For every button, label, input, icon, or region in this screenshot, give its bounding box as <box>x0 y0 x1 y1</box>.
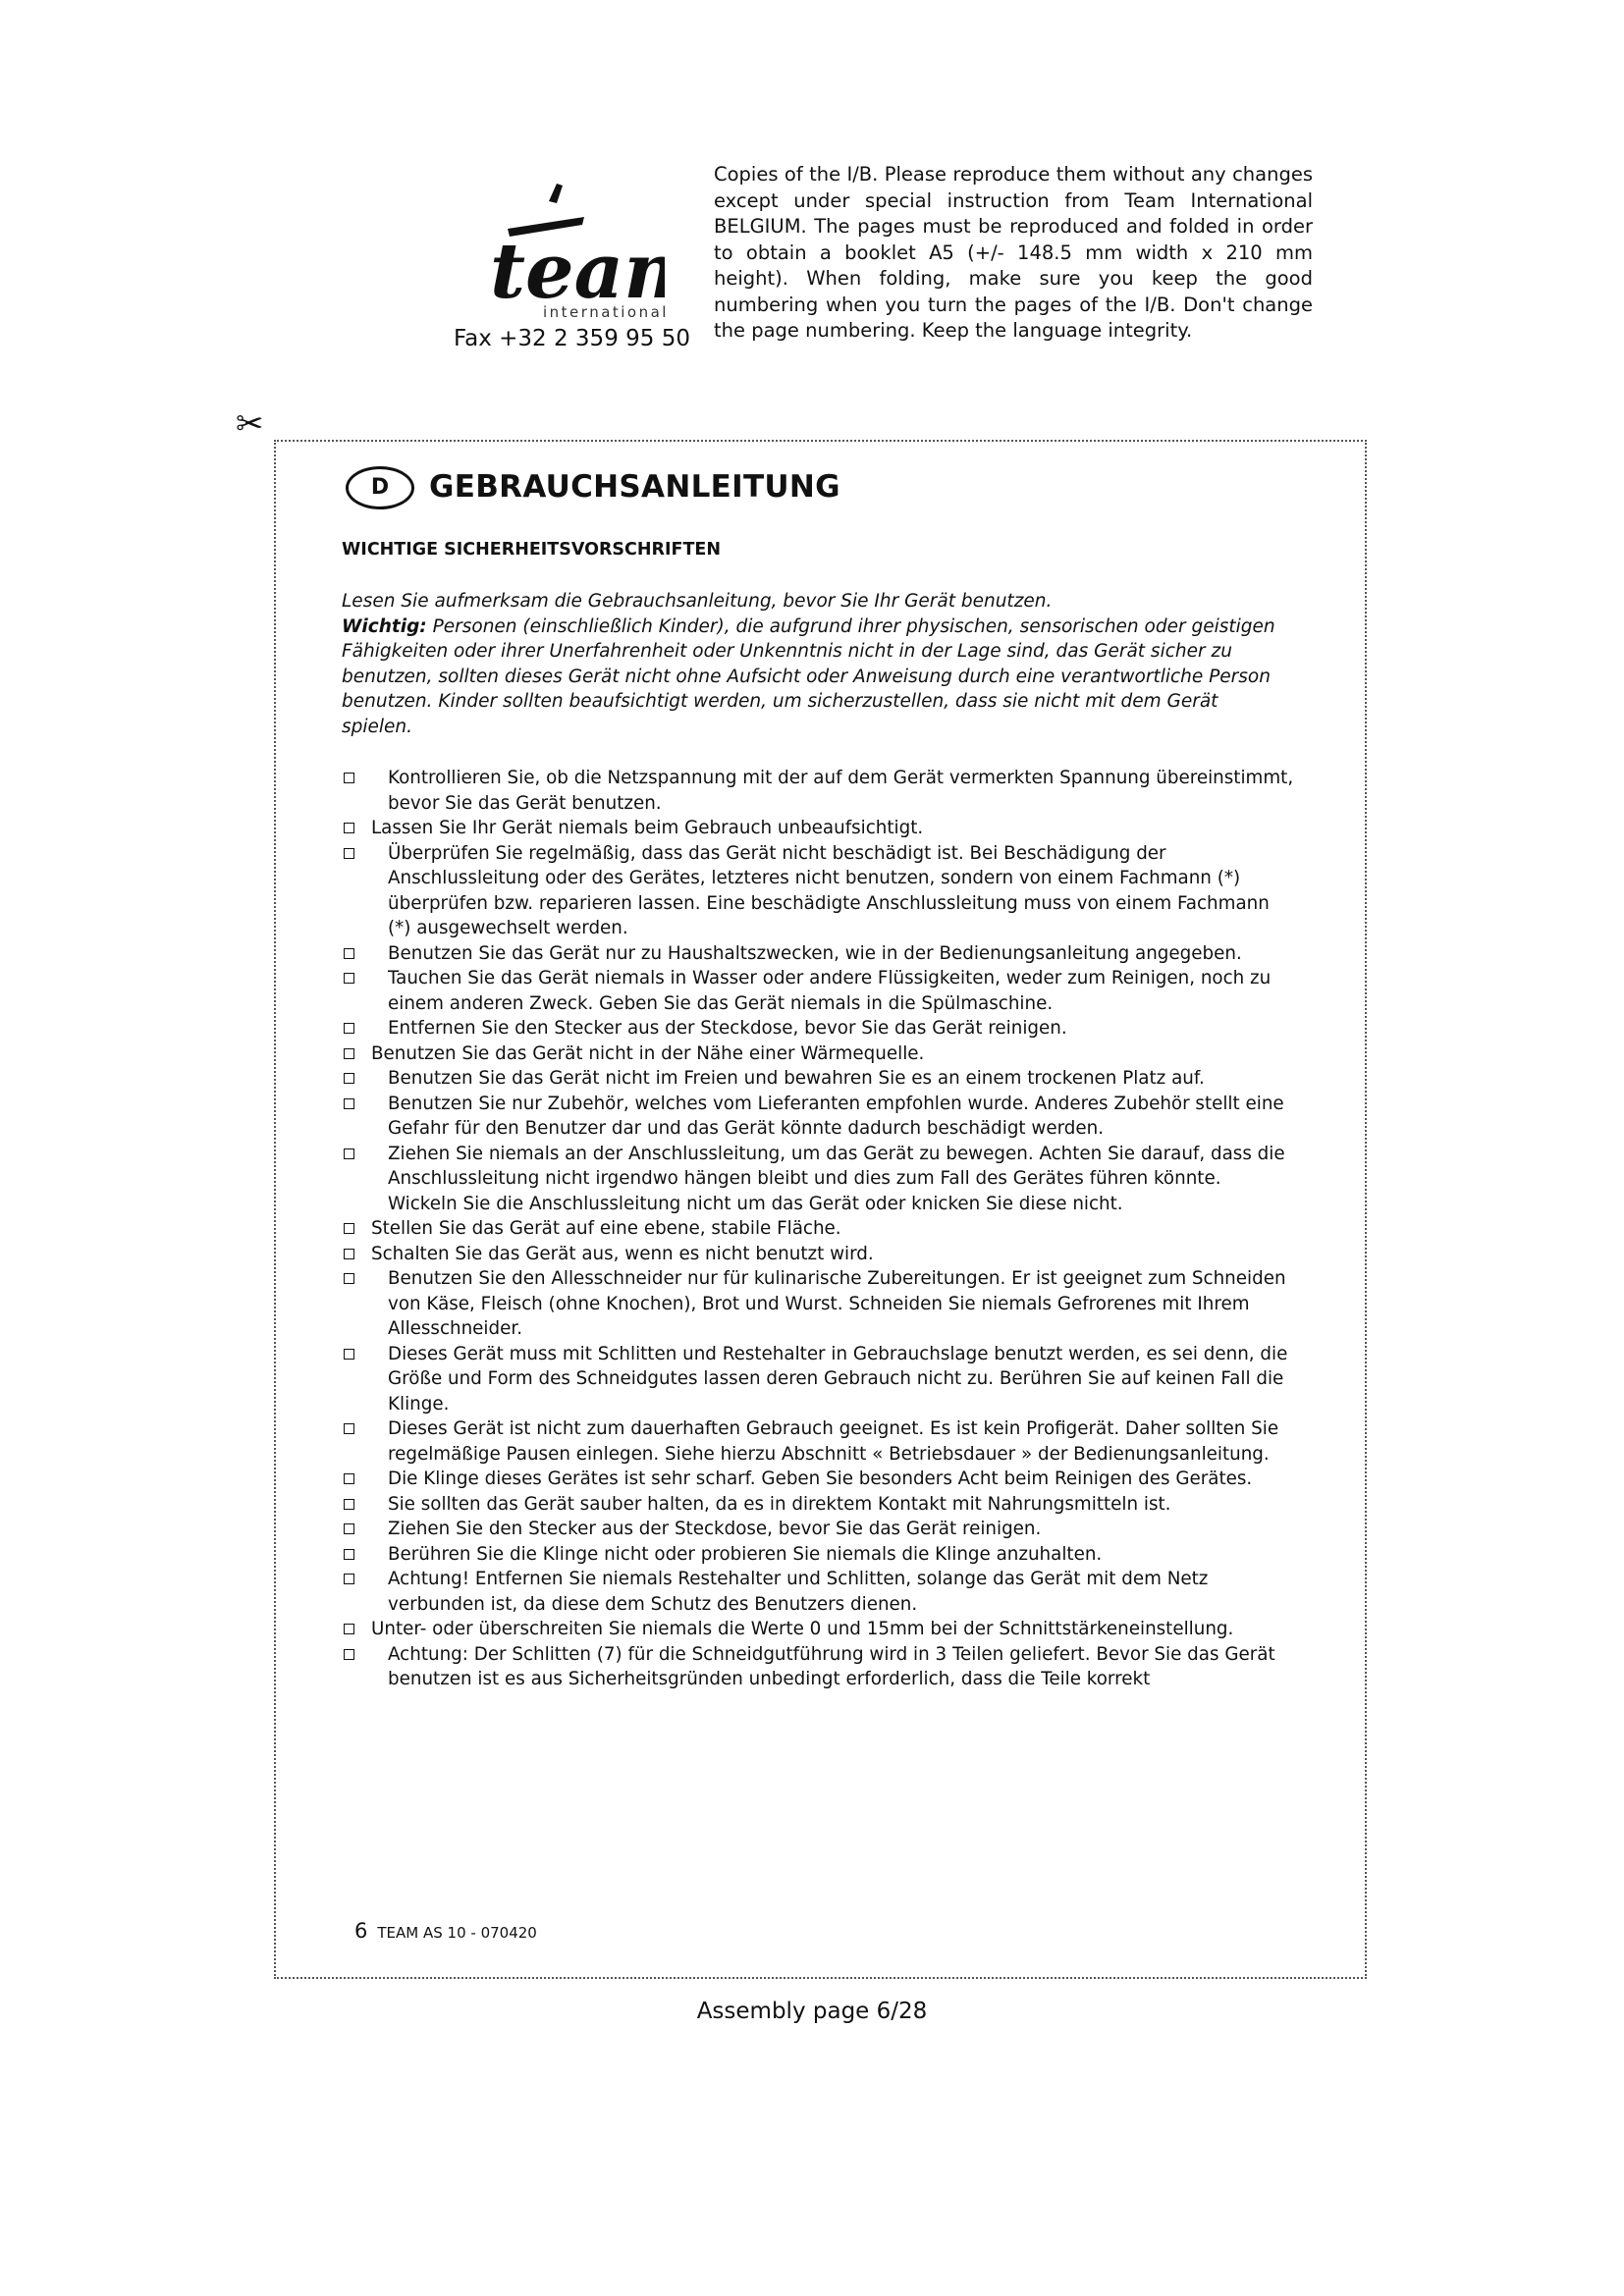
checkbox-bullet-icon <box>344 1148 354 1159</box>
list-item: Berühren Sie die Klinge nicht oder probieren Sie niemals die Klinge anzuhalten. <box>342 1542 1294 1568</box>
important-notice <box>342 614 1289 740</box>
logo-subtext: international <box>543 303 665 321</box>
scissors-icon: ✂ <box>236 404 264 444</box>
important-label: Wichtig: <box>342 615 427 637</box>
checkbox-bullet-icon <box>344 1499 354 1510</box>
list-item: Dieses Gerät muss mit Schlitten und Restehalter in Gebrauchslage benutzt werden, es sei denn, die Größe und Form des Schneidgutes lassen deren Gebrauch nicht zu. Berühren Sie auf keinen Fall die Klinge. <box>342 1342 1294 1417</box>
checkbox-bullet-icon <box>344 1549 354 1560</box>
checkbox-bullet-icon <box>344 948 354 959</box>
fax-number: Fax +32 2 359 95 50 <box>454 326 690 351</box>
checkbox-bullet-icon <box>344 1249 354 1259</box>
list-item: Unter- oder überschreiten Sie niemals die Werte 0 und 15mm bei der Schnittstärkeneinstellung. <box>342 1617 1294 1642</box>
checkbox-bullet-icon <box>344 1098 354 1109</box>
checkbox-bullet-icon <box>344 1649 354 1660</box>
copies-instructions: Copies of the I/B. Please reproduce them without any changes except under special instruction from Team International BELGIUM. The pages must be reproduced and folded in order to obtain a booklet A5 (+/- 148.5 mm width x 210 mm height). When folding, make sure you keep the good numbering when you turn the pages of the I/B. Don't change the page numbering. Keep the language integrity. <box>714 163 1313 342</box>
intro-paragraph <box>342 589 1289 739</box>
checkbox-bullet-icon <box>344 1574 354 1584</box>
manual-title: GEBRAUCHSANLEITUNG <box>429 469 840 505</box>
checkbox-bullet-icon <box>344 823 354 833</box>
safety-heading: WICHTIGE SICHERHEITSVORSCHRIFTEN <box>342 540 722 560</box>
list-item: Dieses Gerät ist nicht zum dauerhaften Gebrauch geeignet. Es ist kein Profigerät. Daher sollten Sie regelmäßige Pausen einlegen. Siehe hierzu Abschnitt « Betriebsdauer » der Bedienungsanleitung. <box>342 1416 1294 1467</box>
list-item: Kontrollieren Sie, ob die Netzspannung mit der auf dem Gerät vermerkten Spannung übereinstimmt, bevor Sie das Gerät benutzen. <box>342 766 1294 816</box>
checkbox-bullet-icon <box>344 1349 354 1360</box>
assembly-page-label: Assembly page 6/28 <box>696 1999 928 2024</box>
list-item: Achtung! Entfernen Sie niemals Restehalter und Schlitten, solange das Gerät mit dem Netz verbunden ist, da diese dem Schutz des Benutzers dienen. <box>342 1567 1294 1617</box>
document-id: TEAM AS 10 - 070420 <box>377 1924 537 1942</box>
checkbox-bullet-icon <box>344 1423 354 1434</box>
page-number: 6 <box>354 1919 368 1943</box>
list-item: Tauchen Sie das Gerät niemals in Wasser oder andere Flüssigkeiten, weder zum Reinigen, noch zu einem anderen Zweck. Geben Sie das Gerät niemals in die Spülmaschine. <box>342 966 1294 1016</box>
booklet-footer <box>354 1919 537 1943</box>
list-item: Benutzen Sie den Allesschneider nur für kulinarische Zubereitungen. Er ist geeignet zum Schneiden von Käse, Fleisch (ohne Knochen), Brot und Wurst. Schneiden Sie niemals Gefrorenes mit Ihrem Allesschneider. <box>342 1266 1294 1342</box>
list-item: Entfernen Sie den Stecker aus der Steckdose, bevor Sie das Gerät reinigen. <box>342 1016 1294 1041</box>
checkbox-bullet-icon <box>344 1473 354 1484</box>
list-item: Stellen Sie das Gerät auf eine ebene, stabile Fläche. <box>342 1216 1294 1242</box>
list-item: Sie sollten das Gerät sauber halten, da es in direktem Kontakt mit Nahrungsmitteln ist. <box>342 1492 1294 1518</box>
checkbox-bullet-icon <box>344 773 354 783</box>
checkbox-bullet-icon <box>344 1048 354 1059</box>
list-item: Benutzen Sie das Gerät nur zu Haushaltszwecken, wie in der Bedienungsanleitung angegeben. <box>342 941 1294 967</box>
list-item: Achtung: Der Schlitten (7) für die Schneidgutführung wird in 3 Teilen geliefert. Bevor Sie das Gerät benutzen ist es aus Sicherheitsgründen unbedingt erforderlich, dass die Teile korrekt <box>342 1642 1294 1692</box>
checkbox-bullet-icon <box>344 1273 354 1284</box>
checkbox-bullet-icon <box>344 1223 354 1234</box>
list-item: Benutzen Sie das Gerät nicht im Freien und bewahren Sie es an einem trockenen Platz auf. <box>342 1066 1294 1092</box>
logo-wordmark: tea <box>490 227 624 316</box>
safety-rules-list <box>342 766 1294 1692</box>
team-international-logo <box>488 182 665 324</box>
list-item: Die Klinge dieses Gerätes ist sehr scharf. Geben Sie besonders Acht beim Reinigen des Gerätes. <box>342 1467 1294 1492</box>
list-item: Ziehen Sie niemals an der Anschlussleitung, um das Gerät zu bewegen. Achten Sie darauf, dass die Anschlussleitung nicht irgendwo hängen bleibt und dies zum Fall des Gerätes führen könnte. Wickeln Sie die Anschlussleitung nicht um das Gerät oder knicken Sie diese nicht. <box>342 1142 1294 1217</box>
checkbox-bullet-icon <box>344 973 354 984</box>
checkbox-bullet-icon <box>344 1023 354 1034</box>
checkbox-bullet-icon <box>344 848 354 859</box>
important-text: Personen (einschließlich Kinder), die aufgrund ihrer physischen, sensorischen oder geistigen Fähigkeiten oder ihrer Unerfahrenheit oder Unkenntnis nicht in der Lage sind, das Gerät sicher zu benutzen, sollten dieses Gerät nicht ohne Aufsicht oder Anweisung durch eine verantwortliche Person benutzen. Kinder sollten beaufsichtigt werden, um sicherzustellen, dass sie nicht mit dem Gerät spielen. <box>342 615 1275 737</box>
checkbox-bullet-icon <box>344 1073 354 1084</box>
language-badge: D <box>346 466 414 509</box>
list-item: Benutzen Sie das Gerät nicht in der Nähe einer Wärmequelle. <box>342 1041 1294 1067</box>
list-item: Benutzen Sie nur Zubehör, welches vom Lieferanten empfohlen wurde. Anderes Zubehör stellt eine Gefahr für den Benutzer dar und das Gerät könnte dadurch beschädigt werden. <box>342 1092 1294 1142</box>
checkbox-bullet-icon <box>344 1523 354 1534</box>
intro-line: Lesen Sie aufmerksam die Gebrauchsanleitung, bevor Sie Ihr Gerät benutzen. <box>342 591 1053 612</box>
list-item: Überprüfen Sie regelmäßig, dass das Gerät nicht beschädigt ist. Bei Beschädigung der Anschlussleitung oder des Gerätes, letzteres nicht benutzen, sondern von einem Fachmann (*) überprüfen bzw. reparieren lassen. Eine beschädigte Anschlussleitung muss von einem Fachmann (*) ausgewechselt werden. <box>342 841 1294 941</box>
list-item: Ziehen Sie den Stecker aus der Steckdose, bevor Sie das Gerät reinigen. <box>342 1517 1294 1542</box>
list-item: Lassen Sie Ihr Gerät niemals beim Gebrauch unbeaufsichtigt. <box>342 816 1294 841</box>
checkbox-bullet-icon <box>344 1624 354 1634</box>
list-item: Schalten Sie das Gerät aus, wenn es nicht benutzt wird. <box>342 1242 1294 1267</box>
